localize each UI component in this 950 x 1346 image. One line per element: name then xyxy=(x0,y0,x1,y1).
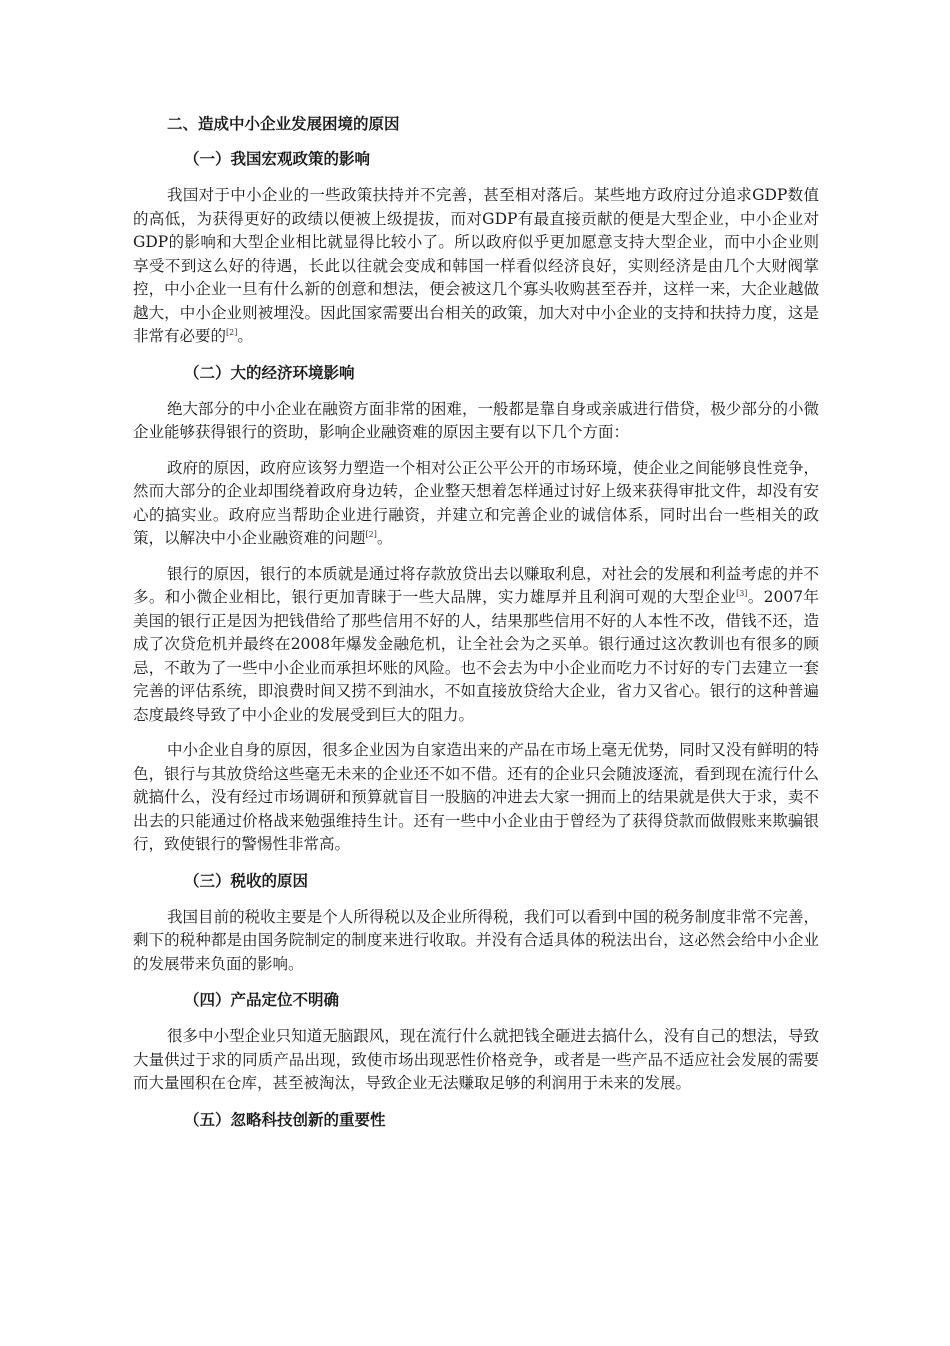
subsection-title: （一）我国宏观政策的影响 xyxy=(184,150,371,168)
paragraph-text: 我国对于中小企业的一些政策扶持并不完善，甚至相对落后。某些地方政府过分追求GDP数值的高低，为获得更好的政绩以便被上级提拔，而对GDP有最直接贡献的便是大型企业，中小企业对GDP的影响和大型企业相比就显得比较小了。所以政府似乎更加愿意支持大型企业，而中小企业则享受不到这么好的待遇，长此以往就会变成和韩国一样看似经济良好，实则经济是由几个大财阀掌控，中小企业一旦有什么新的创意和想法，便会被这几个寡头收购甚至吞并，这样一来，大企业越做越大，中小企业则被埋没。因此国家需要出台相关的政策，加大对中小企业的支持和扶持力度，这是非常有必要的 xyxy=(133,186,819,345)
paragraph-tail: 。 xyxy=(237,327,253,345)
paragraph xyxy=(133,563,819,728)
paragraph-text: 我国目前的税收主要是个人所得税以及企业所得税，我们可以看到中国的税务制度非常不完善，剩下的税种都是由国务院制定的制度来进行收取。并没有合适具体的税法出台，这必然会给中小企业的发展带来负面的影响。 xyxy=(133,907,819,973)
paragraph-text: 很多中小型企业只知道无脑跟风，现在流行什么就把钱全砸进去搞什么，没有自己的想法，导致大量供过于求的同质产品出现，致使市场出现恶性价格竞争，或者是一些产品不适应社会发展的需要而大量囤积在仓库，甚至被淘汰，导致企业无法赚取足够的利润用于未来的发展。 xyxy=(133,1027,819,1092)
paragraph-tail: 。2007年美国的银行正是因为把钱借给了那些信用不好的人，结果那些信用不好的人本性不改，借钱不还，造成了次贷危机并最终在2008年爆发金融危机，让全社会为之买单。银行通过这次教训也有很多的顾忌，不敢为了一些中小企业而承担坏账的风险。也不会去为中小企业而吃力不讨好的专门去建立一套完善的评估系统，即浪费时间又捞不到油水，不如直接放贷给大企业，省力又省心。银行的这种普遍态度最终导致了中小企业的发展受到巨大的阻力。 xyxy=(133,588,819,724)
paragraph xyxy=(133,457,819,551)
paragraph xyxy=(133,184,819,349)
citation-ref: [3] xyxy=(736,588,748,598)
document-page xyxy=(133,112,819,1145)
paragraph xyxy=(133,398,819,445)
paragraph xyxy=(133,1025,819,1096)
section-title: 二、造成中小企业发展困境的原因 xyxy=(167,115,400,133)
paragraph-text: 中小企业自身的原因，很多企业因为自家造出来的产品在市场上毫无优势，同时又没有鲜明的特色，银行与其放贷给这些毫无未来的企业还不如不借。还有的企业只会随波逐流，看到现在流行什么就搞什么，没有经过市场调研和预算就盲目一股脑的冲进去大家一拥而上的结果就是供大于求，卖不出去的只能通过价格战来勉强维持生计。还有一些中小企业由于曾经为了获得贷款而做假账来欺骗银行，致使银行的警惕性非常高。 xyxy=(133,741,819,853)
citation-ref: [2] xyxy=(365,529,377,539)
paragraph-text: 绝大部分的中小企业在融资方面非常的困难，一般都是靠自身或亲戚进行借贷，极少部分的小微企业能够获得银行的资助，影响企业融资难的原因主要有以下几个方面： xyxy=(133,399,819,441)
paragraph-tail: 。 xyxy=(376,529,393,547)
paragraph-text: 银行的原因，银行的本质就是通过将存款放贷出去以赚取利息，对社会的发展和利益考虑的并不多。和小微企业相比，银行更加青睐于一些大品牌，实力雄厚并且利润可观的大型企业 xyxy=(133,564,819,606)
subsection-title: （二）大的经济环境影响 xyxy=(184,363,355,382)
subsection-title: （三）税收的原因 xyxy=(184,871,309,890)
paragraph-text: 政府的原因，政府应该努力塑造一个相对公正公平公开的市场环境，使企业之间能够良性竞争，然而大部分的企业却围绕着政府身边转，企业整天想着怎样通过讨好上级来获得审批文件，却没有安心的搞实业。政府应当帮助企业进行融资，并建立和完善企业的诚信体系，同时出台一些相关的政策，以解决中小企业融资难的问题 xyxy=(133,458,819,547)
citation-ref: [2] xyxy=(226,327,238,337)
paragraph xyxy=(133,906,819,977)
subsection-title: （五）忽略科技创新的重要性 xyxy=(184,1110,386,1129)
subsection-title: （四）产品定位不明确 xyxy=(184,991,340,1009)
paragraph xyxy=(133,739,819,857)
